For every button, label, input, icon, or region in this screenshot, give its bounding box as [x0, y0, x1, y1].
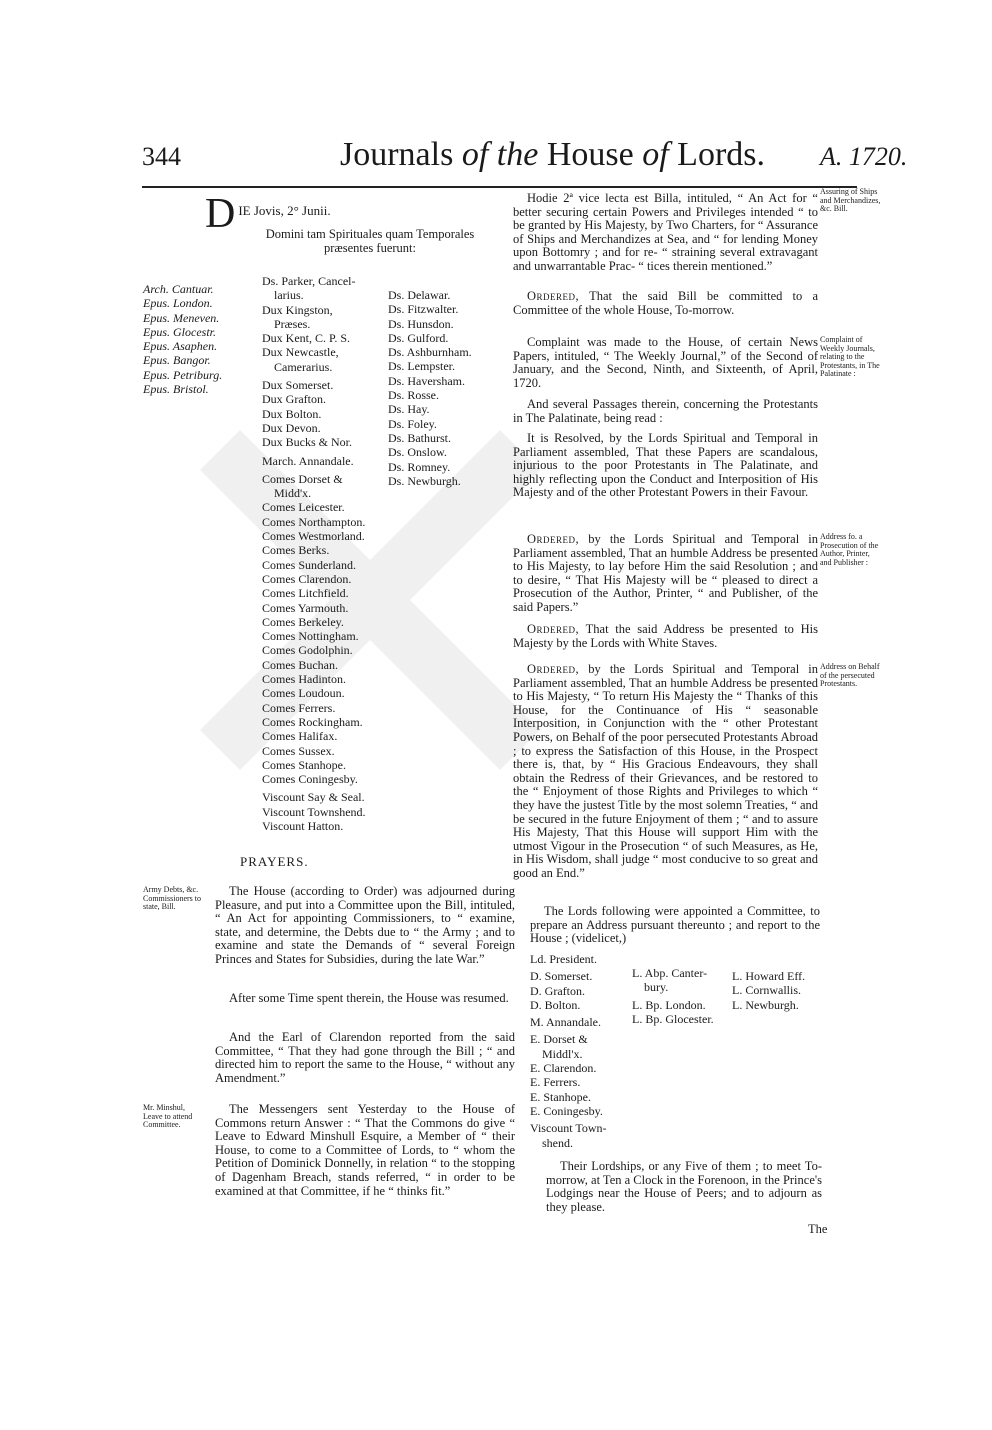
attendance-row: Ds. Delawar. [388, 288, 451, 302]
committee-row: E. Clarendon. [530, 1061, 597, 1076]
attendance-row: Comes Coningesby. [262, 772, 358, 787]
committee-row: Viscount Town- [530, 1121, 607, 1136]
committee-row: L. Howard Eff. [732, 969, 806, 983]
year: A. 1720. [820, 142, 908, 171]
committee-row: E. Dorset & [530, 1032, 588, 1047]
para-resumed: After some Time spent therein, the House was resumed. [229, 991, 509, 1005]
attendance-row: Comes Sunderland. [262, 557, 356, 572]
attendance-row: Comes Sussex. [262, 743, 335, 758]
attendance-row: Comes Berkeley. [262, 614, 344, 629]
attendance-row: March. Annandale. [262, 453, 354, 468]
attendance-row: Ds. Hay. [388, 402, 430, 417]
attendance-row: Præses. [274, 316, 311, 331]
committee-list-col1 [530, 952, 607, 1150]
committee-row: D. Somerset. [530, 969, 593, 984]
attendance-row: Epus. Meneven. [143, 310, 220, 325]
attendance-row: Ds. Haversham. [388, 373, 465, 388]
attendance-row: Dux Kent, C. P. S. [262, 331, 351, 346]
attendance-row: Comes Clarendon. [262, 571, 352, 586]
attendance-row: Ds. Bathurst. [388, 430, 451, 445]
para-address2-text: by the Lords Spiritual and Temporal in Parliament assembled, That an humble Address be presented to His Majesty, “ To return His Majesty the “ Thanks of this House, for the Continuance of His “ seasonable Interposition, in Conjunction with the “ other Protestant Powers, on Behalf of the poor persecuted Protestants Abroad ; to express the Satisfaction of this House, in the Prospect there is, that, by “ His Gracious Endeavours, they shall obtain the Redress of their Grievances, and be restored to the “ Enjoyment of those Rights and Privileges to which “ they have the justest Title by the most solemn Treaties, “ and be secured in the future Enjoyment of them ; “ and to assure His Majesty, That this House will support Him with the utmost Vigour in the Prosecution “ of such Measures, as He, in His Wisdom, shall judge “ most conducive to so great and good an End.” [513, 662, 818, 880]
title-part: of [642, 136, 669, 173]
spiritual-list [143, 282, 222, 396]
margin-note-address2: Address on Behalf of the persecuted Protestants. [820, 662, 880, 689]
attendance-row: Viscount Say & Seal. [262, 790, 365, 805]
committee-row: shend. [542, 1135, 573, 1150]
attendance-row: Comes Stanhope. [262, 757, 346, 772]
lords-list-col1 [262, 274, 366, 833]
margin-note-complaint: Complaint of Weekly Journals, relating to the Protestants, in The Palatinate : [820, 335, 880, 379]
attendance-row: Comes Ferrers. [262, 700, 336, 715]
ordered-word: Ordered, [527, 662, 580, 676]
attendance-row: Comes Buchan. [262, 657, 338, 672]
para-committed [513, 290, 818, 317]
page-number: 344 [142, 142, 181, 171]
attendance-row: Dux Newcastle, [262, 345, 339, 360]
committee-row: E. Stanhope. [530, 1089, 591, 1104]
journal-title [340, 136, 765, 174]
para-complaint: Complaint was made to the House, of certain News Papers, intituled, “ The Weekly Journal,” of the Second of January, and the Second, Ninth, and Sixteenth, of April, 1720. [513, 335, 818, 390]
attendance-row: Ds. Onslow. [388, 445, 447, 460]
attendance-row: Ds. Rosse. [388, 388, 440, 403]
title-part: House [538, 136, 643, 173]
attendance-row: Dux Bucks & Nor. [262, 435, 352, 450]
ordered-word: Ordered, [527, 622, 580, 636]
attendance-row: Ds. Romney. [388, 459, 451, 474]
para-meet: Their Lordships, or any Five of them ; to meet To-morrow, at Ten a Clock in the Forenoon, in the Prince's Lodgings near the House of Peers; and to adjourn as they please. [546, 1159, 822, 1214]
committee-row: E. Coningesby. [530, 1103, 603, 1118]
attendance-row: Comes Godolphin. [262, 643, 353, 658]
para-army-debts: The House (according to Order) was adjourned during Pleasure, and put into a Committee upon the Bill, intituled, “ An Act for appointing Commissioners, to “ examine, state, and determine, the Debts due to “ the Army ; and to examine and state the Demands of “ several Foreign Princes and States for Subsidies, during the late War.” [215, 884, 515, 966]
para-clarendon: And the Earl of Clarendon reported from the said Committee, “ That they had gone through the Bill ; “ and directed him to report the same to the House, “ without any Amendment.” [215, 1030, 515, 1085]
attendance-row: Camerarius. [274, 359, 333, 374]
para-address1 [513, 533, 818, 615]
prayers-heading: PRAYERS. [240, 854, 309, 869]
committee-row: D. Grafton. [530, 983, 585, 998]
para-white-staves-text: That the said Address be presented to His Majesty by the Lords with White Staves. [513, 622, 819, 650]
para-hodie: Hodie 2ª vice lecta est Billa, intituled, “ An Act for “ better securing certain Powers and Privileges intended “ to be granted by His Majesty, by Two Charters, for “ Assurance of Ships and Merchandizes at Sea, and “ for lending Money upon Bottomry ; and for re- “ straining several extravagant and unwarrantable Prac- “ tices therein mentioned.” [513, 191, 818, 273]
para-committee: The Lords following were appointed a Committee, to prepare an Address pursuant thereunto ; and report to the House ; (videlicet,) [530, 904, 820, 946]
attendance-row: Epus. London. [143, 296, 213, 311]
attendance-row: Dux Grafton. [262, 392, 326, 407]
present-line: Domini tam Spirituales quam Temporales præsentes fuerunt: [265, 227, 475, 255]
attendance-row: Comes Litchfield. [262, 586, 349, 601]
attendance-row: Comes Northampton. [262, 514, 366, 529]
para-minshul: The Messengers sent Yesterday to the House of Commons return Answer : “ That the Commons do give “ Leave to Edward Minshull Esquire, a Member of “ their House, to come to a Committee of Lords, to “ whom the Petition of Dominick Donnelly, in relation “ to the stopping of Dagenham Breach, stands referred, “ in order to be examined at that Committee, if he “ thinks fit.” [215, 1102, 515, 1198]
para-white-staves [513, 623, 818, 650]
attendance-row: Epus. Bristol. [143, 382, 209, 397]
title-part: Lords. [668, 136, 765, 173]
attendance-row: Ds. Ashburnham. [388, 345, 472, 360]
date-text: IE Jovis, 2° Junii. [238, 203, 331, 218]
committee-row: M. Annandale. [530, 1015, 601, 1030]
para-passages: And several Passages therein, concerning the Protestants in The Palatinate, being read : [513, 397, 818, 425]
attendance-row: Comes Halifax. [262, 729, 338, 744]
attendance-row: Comes Hadinton. [262, 672, 346, 687]
attendance-row: Comes Westmorland. [262, 529, 365, 544]
margin-note-minshul: Mr. Minshul, Leave to attend Committee. [143, 1103, 193, 1130]
committee-row: L. Newburgh. [732, 997, 799, 1012]
attendance-row: Midd'x. [274, 486, 312, 501]
committee-row: Middl'x. [542, 1046, 583, 1061]
header-rule [142, 186, 857, 188]
margin-note-shipping: Assuring of Ships and Merchandizes, &c. Bill. [820, 187, 881, 214]
para-resolved: It is Resolved, by the Lords Spiritual and Temporal in Parliament assembled, That these Papers are scandalous, injurious to the poor Protestants in The Palatinate, and highly reflecting upon the Conduct and Interposition of His Majesty and of the other Protestant Powers in their Favour. [513, 431, 818, 500]
attendance-row: Comes Rockingham. [262, 714, 363, 729]
para-address1-text: by the Lords Spiritual and Temporal in Parliament assembled, That an humble Address be presented to His Majesty, to lay before Him the said Resolution ; and to desire, “ That His Majesty will be “ pleased to direct a Prosecution of the Author, Printer, “ and Publisher, of the said Papers.” [513, 532, 818, 614]
attendance-row: Epus. Glocestr. [143, 324, 216, 339]
ordered-word: Ordered, [527, 532, 580, 546]
committee-list-col3 [732, 969, 805, 1012]
attendance-row: larius. [274, 288, 304, 303]
attendance-row: Ds. Lempster. [388, 359, 455, 374]
committee-row: bury. [644, 980, 669, 995]
title-part: the [496, 136, 539, 173]
attendance-row: Viscount Hatton. [262, 818, 344, 833]
attendance-row: Dux Bolton. [262, 406, 322, 421]
para-address2 [513, 663, 818, 881]
committee-row: L. Cornwallis. [732, 983, 801, 998]
attendance-row: Ds. Fitzwalter. [388, 302, 459, 317]
attendance-row: Epus. Petriburg. [143, 367, 223, 382]
attendance-row: Dux Devon. [262, 420, 321, 435]
lords-list-col2 [388, 288, 472, 488]
attendance-row: Ds. Hunsdon. [388, 316, 454, 331]
committee-row: E. Ferrers. [530, 1075, 581, 1090]
attendance-row: Epus. Bangor. [143, 353, 211, 368]
attendance-row: Ds. Newburgh. [388, 473, 461, 488]
title-part: Journals [340, 136, 454, 173]
committee-row: L. Bp. Glocester. [632, 1011, 714, 1026]
committee-row: D. Bolton. [530, 997, 581, 1012]
attendance-row: Comes Dorset & [262, 471, 343, 486]
attendance-row: Viscount Townshend. [262, 804, 366, 819]
watermark-cross [200, 430, 540, 770]
attendance-row: Ds. Foley. [388, 416, 437, 431]
attendance-row: Comes Nottingham. [262, 629, 359, 644]
attendance-row: Dux Somerset. [262, 378, 334, 393]
committee-row: Ld. President. [530, 952, 597, 966]
para-committed-text: That the said Bill be committed to a Committee of the whole House, To-morrow. [513, 289, 818, 317]
attendance-row: Ds. Parker, Cancel- [262, 274, 356, 288]
attendance-row: Arch. Cantuar. [143, 282, 214, 296]
attendance-row: Comes Berks. [262, 543, 330, 558]
attendance-row: Dux Kingston, [262, 302, 333, 317]
attendance-row: Epus. Asaphen. [143, 339, 218, 354]
attendance-row: Comes Yarmouth. [262, 600, 349, 615]
attendance-row: Ds. Gulford. [388, 330, 449, 345]
committee-row: L. Bp. London. [632, 997, 706, 1012]
title-part: of [453, 136, 497, 173]
committee-list-col2 [632, 966, 714, 1026]
drop-cap: D [205, 191, 236, 237]
ordered-word: Ordered, [527, 289, 580, 303]
margin-note-army: Army Debts, &c. Commissioners to state, Bill. [143, 885, 202, 912]
attendance-row: Comes Loudoun. [262, 686, 345, 701]
margin-note-address1: Address fo. a Prosecution of the Author, Printer, and Publisher : [820, 532, 879, 567]
attendance-row: Comes Leicester. [262, 500, 345, 515]
catchword: The [808, 1222, 828, 1236]
committee-row: L. Abp. Canter- [632, 966, 708, 980]
